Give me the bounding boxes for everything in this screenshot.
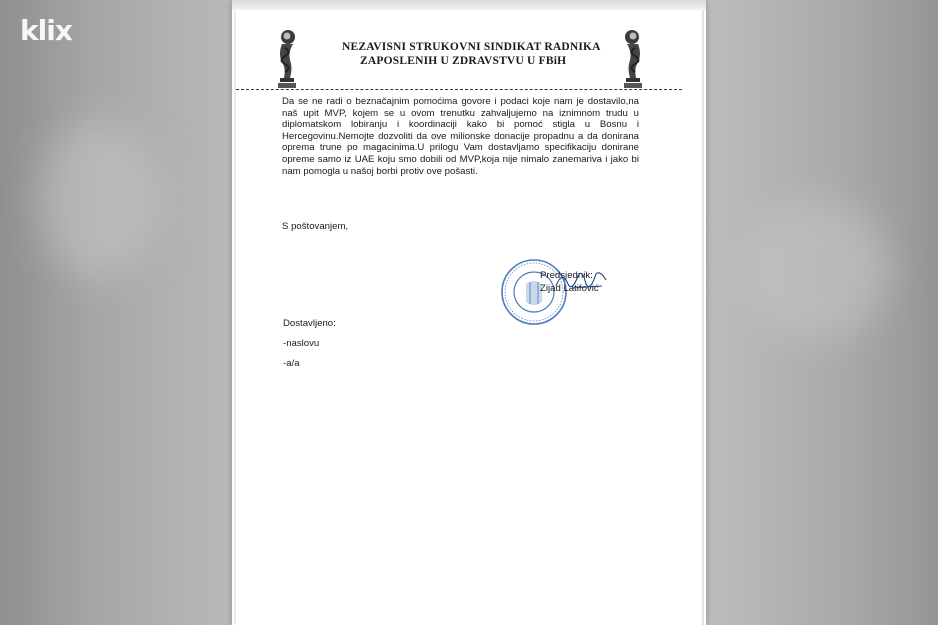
signatory-name: Zijad Latifović — [540, 283, 599, 294]
signatory-title: Predsjednik: — [540, 270, 593, 281]
letterhead-divider — [236, 89, 682, 90]
union-letterhead — [312, 40, 622, 68]
letter-body: Da se ne radi o beznačajnim pomoćima govore i podaci koje nam je dostavilo,na naš upit MVP, kojem se u ovom trenutku zahvaljujemo na iznimnom trudu u diplomatskom lobiranju i koordinaciji kako bi pomoć stigla u Bosnu i Hercegovinu.Nemojte dozvoliti da ove milionske donacije propadnu a da donirana oprema trune po magacinima.U prilogu Vam dostavljamo specifikaciju donirane opreme samo iz UAE koju smo dobili od MVP,koja nije nimalo zanemariva i jako bi nam pomogla u našoj borbi protiv ove pošasti. — [282, 96, 639, 177]
recipient-line: -a/a — [283, 358, 300, 369]
asclepius-emblem-icon — [620, 28, 646, 90]
background-blur-shape — [740, 200, 890, 340]
delivered-to-label: Dostavljeno: — [283, 318, 336, 329]
letterhead-line-2: ZAPOSLENIH U ZDRAVSTVU U FBiH — [360, 55, 567, 67]
page-edge-line — [234, 10, 236, 625]
recipient-line: -naslovu — [283, 338, 320, 349]
page-edge-line — [702, 10, 704, 625]
handwritten-signature — [552, 266, 610, 296]
page-top-edge — [232, 0, 706, 10]
asclepius-emblem-icon — [274, 28, 300, 90]
closing-greeting: S poštovanjem, — [282, 221, 349, 232]
letter-page — [232, 0, 706, 625]
blurred-background-left — [0, 0, 232, 625]
letterhead-line-1: NEZAVISNI STRUKOVNI SINDIKAT RADNIKA — [342, 41, 601, 53]
background-blur-shape — [40, 120, 160, 280]
klix-logo: klix — [20, 14, 72, 47]
